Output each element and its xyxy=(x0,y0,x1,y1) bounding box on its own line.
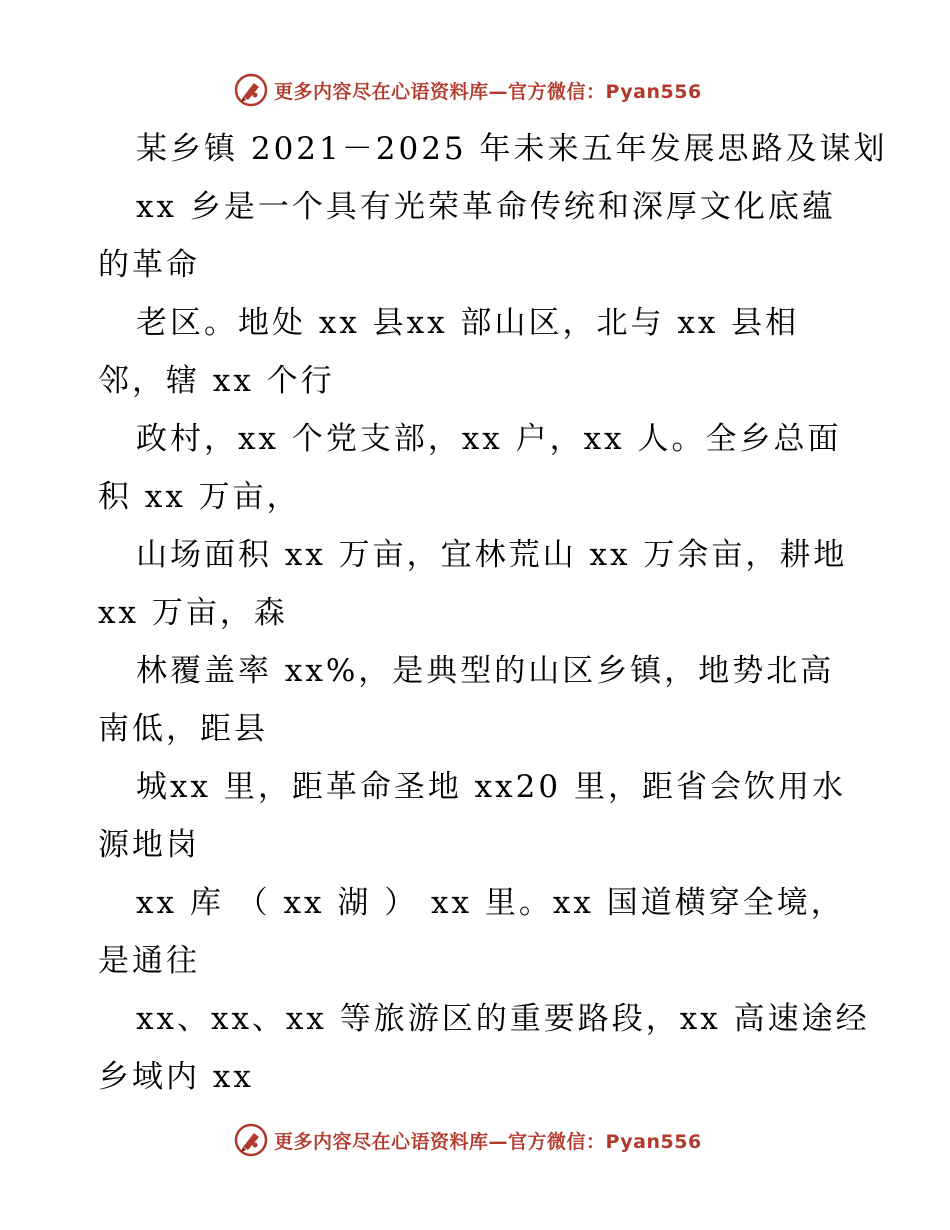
paragraph-line: xx 乡是一个具有光荣革命传统和深厚文化底蕴 xyxy=(136,189,836,225)
document-title: 某乡镇 2021－2025 年未来五年发展思路及谋划 xyxy=(136,131,888,167)
header-watermark-text: 更多内容尽在心语资料库—官方微信：Pyan556 xyxy=(274,80,702,103)
paragraph-line: 是通往 xyxy=(98,943,200,979)
footer-watermark-text: 更多内容尽在心语资料库—官方微信：Pyan556 xyxy=(274,1130,702,1153)
paragraph-line: xx 万亩，森 xyxy=(98,595,288,631)
paragraph-line: 南低，距县 xyxy=(98,711,268,747)
paragraph-line: 林覆盖率 xx%，是典型的山区乡镇，地势北高 xyxy=(136,653,835,689)
paragraph-line: 积 xx 万亩， xyxy=(98,479,301,515)
paragraph-line: 邻，辖 xx 个行 xyxy=(98,363,335,399)
paragraph-line: 的革命 xyxy=(98,247,200,283)
paragraph-line: xx、xx、xx 等旅游区的重要路段，xx 高速途经 xyxy=(136,1001,870,1037)
paragraph-line: 山场面积 xx 万亩，宜林荒山 xx 万余亩，耕地 xyxy=(136,537,848,573)
document-body xyxy=(98,120,888,1106)
header-watermark-banner xyxy=(234,72,702,108)
brand-logo-icon xyxy=(234,1123,268,1157)
paragraph-line: xx 库 （ xx 湖 ） xx 里。xx 国道横穿全境， xyxy=(136,885,845,921)
paragraph-line: 政村，xx 个党支部，xx 户，xx 人。全乡总面 xyxy=(136,421,842,457)
paragraph-line: 城xx 里，距革命圣地 xx20 里，距省会饮用水 xyxy=(136,769,846,805)
paragraph-line: 老区。地处 xx 县xx 部山区，北与 xx 县相 xyxy=(136,305,800,341)
paragraph-line: 乡域内 xx xyxy=(98,1059,254,1095)
brand-logo-icon xyxy=(234,73,268,107)
paragraph-line: 源地岗 xyxy=(98,827,200,863)
footer-watermark-banner xyxy=(234,1122,702,1158)
